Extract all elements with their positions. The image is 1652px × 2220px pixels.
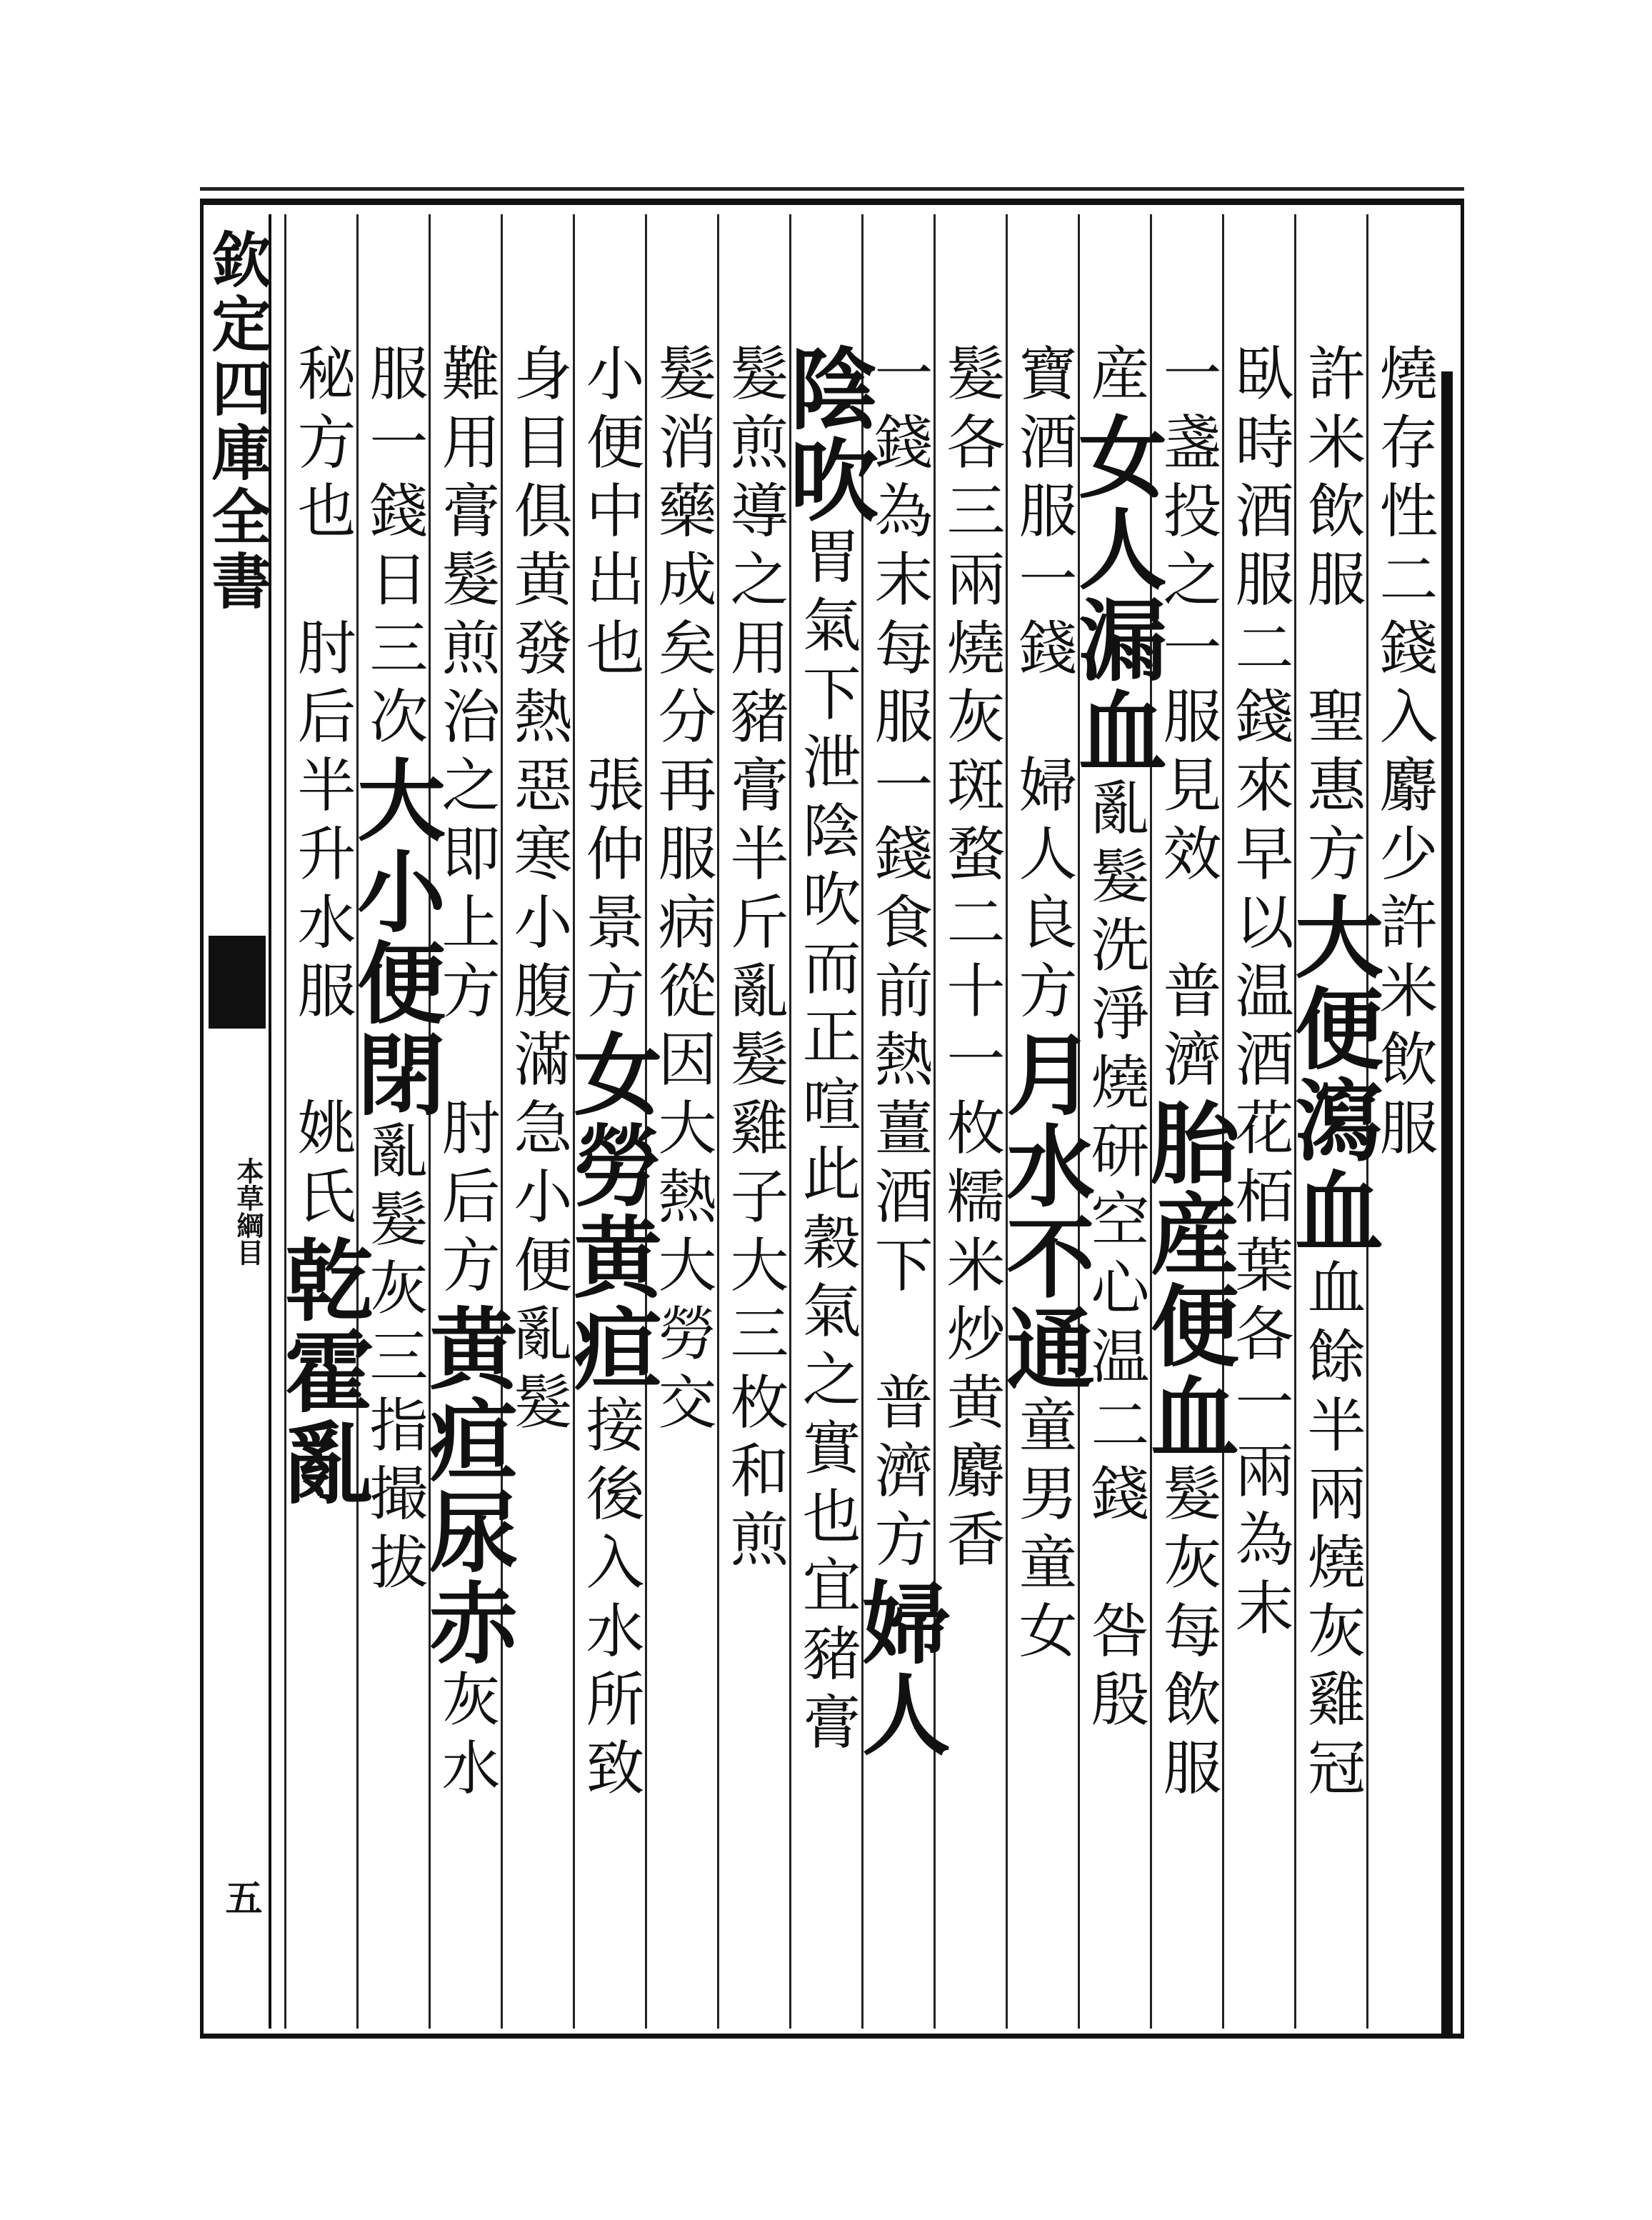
text-column	[991, 214, 1095, 2029]
text-column	[342, 214, 446, 2029]
entry-text: 秘方也 肘后	[288, 343, 356, 754]
entry-heading: 乾霍亂	[270, 1234, 374, 1509]
entry-text: 童男童女	[1009, 1394, 1077, 1669]
entry-heading: 陰吹	[775, 343, 878, 526]
entry-text: 血餘半兩燒灰雞冠	[1298, 1257, 1366, 1806]
entry-heading: 女人漏血	[1063, 411, 1167, 777]
entry-text: 臥時酒服二錢來早以温酒	[1226, 343, 1293, 1097]
text-column	[270, 214, 374, 2029]
text-column	[559, 214, 662, 2029]
text-column	[775, 214, 878, 2029]
page-number: 五	[219, 1879, 262, 1916]
entry-text: 許米飲服	[1370, 891, 1438, 1166]
text-column	[501, 214, 573, 2029]
text-body	[270, 214, 1438, 2029]
entry-text: 許米飲服 聖惠方	[1298, 343, 1366, 891]
entry-text: 灰水	[432, 1669, 500, 1806]
margin-column	[202, 214, 273, 2029]
entry-text: 髮消藥成矣分再服病從	[649, 343, 716, 1029]
entry-text: 身目俱黄發熱惡寒小腹滿急小便	[504, 343, 572, 1303]
entry-heading: 大便瀉血	[1280, 891, 1383, 1257]
entry-text: 髮各三兩燒灰斑蝥二十一枚糯米炒黄麝香	[937, 343, 1005, 1577]
book-title: 本草綱目	[232, 1157, 264, 1266]
entry-heading: 婦人	[847, 1577, 951, 1760]
entry-heading: 女勞黄疸	[559, 1029, 662, 1394]
entry-text: 花栢葉各一兩為末	[1226, 1097, 1293, 1646]
text-column	[1280, 214, 1383, 2029]
entry-text: 因大熱大勞交	[649, 1029, 716, 1440]
entry-heading: 胎産便血	[1136, 1097, 1239, 1463]
entry-text: 接後入水所致	[576, 1394, 644, 1806]
entry-text: 一錢為末每服一錢食前熱薑酒下 普濟方	[865, 343, 933, 1577]
text-column	[717, 214, 789, 2029]
entry-text: 一盞投之一服見效 普濟	[1153, 343, 1221, 1097]
entry-text: 服一錢日三次	[360, 343, 428, 754]
entry-heading: 月水不通	[991, 1029, 1095, 1394]
entry-text: 亂髮洗淨燒研空心温	[1081, 777, 1149, 1394]
top-border-rule	[200, 187, 1464, 191]
collection-title: 欽定四庫全書	[202, 229, 273, 614]
entry-text: 酒服一錢 婦人良方	[1009, 411, 1077, 1029]
text-column	[414, 214, 518, 2029]
entry-text: 小便中出也 張仲景方	[576, 343, 644, 1029]
right-edge-bar	[1441, 371, 1453, 2039]
entry-text: 二錢 咎殷	[1081, 1394, 1149, 1737]
fish-tail-mark	[209, 936, 266, 1029]
entry-heading: 大小便閉	[342, 754, 446, 1120]
entry-text: 亂髮灰三指撮拔	[360, 1120, 428, 1600]
entry-text: 亂髮	[504, 1303, 572, 1440]
entry-text: 髮灰每飲服	[1153, 1463, 1221, 1806]
entry-heading: 黄疸尿赤	[414, 1303, 518, 1669]
entry-text: 産	[1081, 343, 1149, 411]
entry-text: 胃氣下泄陰吹而正喧此穀氣之實也宜豬膏	[793, 526, 861, 1760]
entry-text: 難用膏髮煎治之即上方 肘后方	[432, 343, 500, 1303]
entry-text: 髮煎導之用豬膏半斤亂髮雞子大三枚和煎	[721, 343, 789, 1577]
entry-text: 寶	[1009, 343, 1077, 411]
entry-text: 半升水服 姚氏	[288, 754, 356, 1234]
entry-text: 燒存性二錢入麝少	[1370, 343, 1438, 891]
